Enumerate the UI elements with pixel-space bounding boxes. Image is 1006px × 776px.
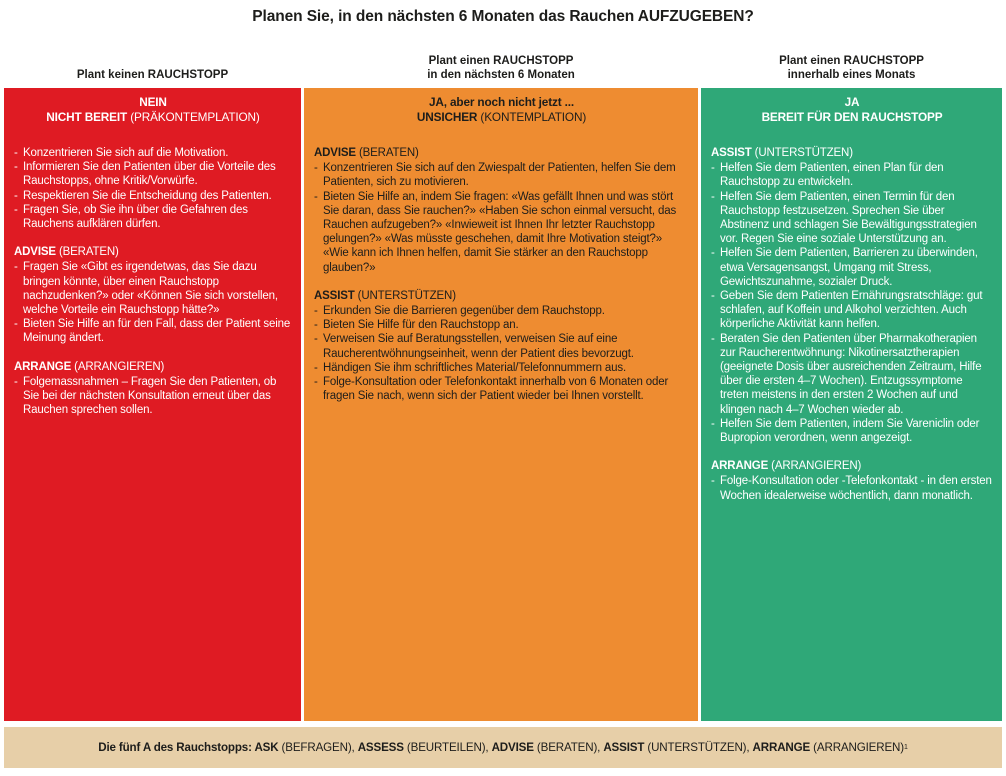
list-item: - Verweisen Sie auf Beratungsstellen, verweisen Sie auf eine Raucherentwöhnungseinheit, wenn der Patient dies bevorzugt. <box>314 332 689 360</box>
headline-segment: BEREIT FÜR DEN RAUCHSTOPP <box>761 109 943 124</box>
panel-headline <box>711 95 993 124</box>
list-item: - Fragen Sie «Gibt es irgendetwas, das Sie dazu bringen könnte, über einen Rauchstopp nachzudenken?» oder «Können Sie sich vorstellen, welche Vorteile ein Rauchstopp hätte?» <box>14 260 292 317</box>
list-item: - Helfen Sie dem Patienten, einen Termin für den Rauchstopp festzusetzen. Sprechen Sie über Abstinenz und schlagen Sie Bewältigungsstrategien vor. Regen Sie eine soziale Unterstützung an. <box>711 190 993 247</box>
section-heading-gloss: (ARRANGIEREN) <box>768 460 862 473</box>
five-a-footer <box>4 727 1002 768</box>
panel-headline <box>314 95 689 124</box>
headline-segment: (PRÄKONTEMPLATION) <box>127 109 260 124</box>
section-heading <box>711 146 993 160</box>
list-item: - Helfen Sie dem Patienten, einen Plan für den Rauchstopp zu entwickeln. <box>711 161 993 189</box>
list-item: - Fragen Sie, ob Sie ihn über die Gefahren des Rauchens aufklären dürfen. <box>14 203 292 231</box>
section-heading-gloss: (UNTERSTÜTZEN) <box>354 289 456 302</box>
footer-segment: (BERATEN), <box>533 741 604 754</box>
list-item: - Folgemassnahmen – Fragen Sie den Patienten, ob Sie bei der nächsten Konsultation erneut über das Rauchen sprechen sollen. <box>14 375 292 418</box>
list-item: - Informieren Sie den Patienten über die Vorteile des Rauchstopps, ohne Kritik/Vorwürfe. <box>14 160 292 188</box>
footer-segment: (BEURTEILEN), <box>403 741 492 754</box>
list-item: - Geben Sie dem Patienten Ernährungsratschläge: gut schlafen, auf Koffein und Alkohol verzichten. Auch körperliche Aktivität kann helfen. <box>711 289 993 332</box>
list-item: - Beraten Sie den Patienten über Pharmakotherapien zur Raucherentwöhnung: Nikotinersatztherapien (geeignete Dosis über ausreichenden Zeitraum, Hilfe über die ersten 4–7 Wochen). Entzugssymptome treten meistens in den ersten 2 Wochen auf und klingen nach 4–7 Wochen wieder ab. <box>711 332 993 417</box>
list-item: - Respektieren Sie die Entscheidung des Patienten. <box>14 189 292 203</box>
section-heading-gloss: (ARRANGIEREN) <box>71 360 165 373</box>
footer-segment: ASSIST <box>603 741 645 754</box>
panel-section <box>14 146 292 231</box>
panel-section <box>711 146 993 445</box>
column-header-1-line1: Plant keinen RAUCHSTOPP <box>76 69 229 81</box>
panel-section <box>314 146 689 275</box>
column-headers <box>4 44 1002 84</box>
section-heading-keyword: ASSIST <box>711 147 752 159</box>
list-item: - Konzentrieren Sie sich auf die Motivation. <box>14 146 292 160</box>
headline-segment: JA, aber noch nicht jetzt ... <box>428 95 575 109</box>
headline-segment: JA <box>844 95 860 109</box>
headline-segment: (KONTEMPLATION) <box>477 109 587 124</box>
list-item: - Bieten Sie Hilfe an, indem Sie fragen: «Was gefällt Ihnen und was stört Sie daran, dass Sie rauchen?» «Haben Sie schon einmal versucht, das Rauchen aufzugeben?» «Inwieweit ist Ihnen Ihr letzter Rauchstopp gelungen?» «Was müsste geschehen, damit Ihre Motivation steigt?» «Wie kann ich Ihnen helfen, damit Sie stärker an den Rauchstopp glauben?» <box>314 190 689 275</box>
footer-segment: ADVISE <box>491 741 534 754</box>
column-header-2 <box>304 44 698 84</box>
panel-section <box>711 459 993 503</box>
footer-segment: (BEFRAGEN), <box>278 741 358 754</box>
headline-line <box>14 110 292 125</box>
list-item: - Händigen Sie ihm schriftliches Material/Telefonnummern aus. <box>314 361 689 375</box>
section-heading-keyword: ARRANGE <box>14 360 72 373</box>
section-heading-gloss: (BERATEN) <box>355 147 419 159</box>
list-item: - Folge-Konsultation oder Telefonkontakt innerhalb von 6 Monaten oder fragen Sie nach, wenn sich der Patient wieder bei Ihnen vorstellt. <box>314 375 689 403</box>
panel-section <box>314 289 689 404</box>
column-header-3 <box>701 44 1002 84</box>
footer-segment: ARRANGE <box>752 741 811 754</box>
bullet-list <box>14 146 292 231</box>
headline-segment: NICHT BEREIT <box>46 109 128 124</box>
section-heading-gloss: (BERATEN) <box>55 246 119 259</box>
stage-panels <box>4 88 1002 721</box>
list-item: - Bieten Sie Hilfe für den Rauchstopp an. <box>314 318 689 332</box>
list-item: - Erkunden Sie die Barrieren gegenüber dem Rauchstopp. <box>314 304 689 318</box>
section-heading-keyword: ASSIST <box>314 289 355 302</box>
section-heading-keyword: ADVISE <box>314 147 356 159</box>
headline-line <box>711 95 993 110</box>
footer-segment: Die fünf A des Rauchstopps: <box>98 741 255 754</box>
list-item: - Helfen Sie dem Patienten, Barrieren zu überwinden, etwa Versagensangst, Umgang mit Stress, Gewichtszunahme, sozialer Druck. <box>711 246 993 289</box>
section-heading-keyword: ARRANGE <box>711 460 769 473</box>
list-item: - Folge-Konsultation oder -Telefonkontakt - in den ersten Wochen idealerweise wöchentlich, dann monatlich. <box>711 474 993 502</box>
section-heading <box>711 459 993 473</box>
bullet-list <box>314 304 689 403</box>
panel-unsure <box>304 88 698 721</box>
headline-line <box>314 95 689 110</box>
headline-segment: UNSICHER <box>416 109 478 124</box>
section-heading-gloss: (UNTERSTÜTZEN) <box>751 147 853 159</box>
page-title: Planen Sie, in den nächsten 6 Monaten das Rauchen AUFZUGEBEN? <box>252 8 754 25</box>
section-heading <box>14 360 292 374</box>
column-header-2-line1: Plant einen RAUCHSTOPP <box>428 55 574 67</box>
bullet-list <box>711 161 993 445</box>
footer-segment: ASK <box>254 741 279 754</box>
column-header-1 <box>4 44 301 84</box>
panel-section <box>14 245 292 345</box>
footer-segment: (UNTERSTÜTZEN), <box>644 741 753 754</box>
footer-segment: (ARRANGIEREN) <box>810 741 904 754</box>
headline-segment: NEIN <box>139 95 167 109</box>
list-item: - Helfen Sie dem Patienten, indem Sie Vareniclin oder Bupropion verordnen, wenn angezeigt. <box>711 417 993 445</box>
section-heading <box>14 245 292 259</box>
column-header-3-line2: innerhalb eines Monats <box>787 69 916 81</box>
panel-headline <box>14 95 292 124</box>
section-heading-keyword: ADVISE <box>14 246 56 259</box>
section-heading <box>314 146 689 160</box>
panel-ready <box>701 88 1002 721</box>
bullet-list <box>14 375 292 418</box>
footnote-mark: 1 <box>904 744 908 751</box>
headline-line <box>14 95 292 110</box>
panel-section <box>14 360 292 418</box>
column-header-3-line1: Plant einen RAUCHSTOPP <box>779 55 924 67</box>
five-a-text <box>98 741 904 754</box>
footer-segment: ASSESS <box>357 741 404 754</box>
bullet-list <box>711 474 993 502</box>
section-heading <box>314 289 689 303</box>
bullet-list <box>314 161 689 275</box>
bullet-list <box>14 260 292 345</box>
column-header-2-line2: in den nächsten 6 Monaten <box>427 69 575 81</box>
list-item: - Konzentrieren Sie sich auf den Zwiespalt der Patienten, helfen Sie dem Patienten, sich zu motivieren. <box>314 161 689 189</box>
list-item: - Bieten Sie Hilfe an für den Fall, dass der Patient seine Meinung ändert. <box>14 317 292 345</box>
headline-line <box>314 110 689 125</box>
headline-line <box>711 110 993 125</box>
panel-not-ready <box>4 88 301 721</box>
